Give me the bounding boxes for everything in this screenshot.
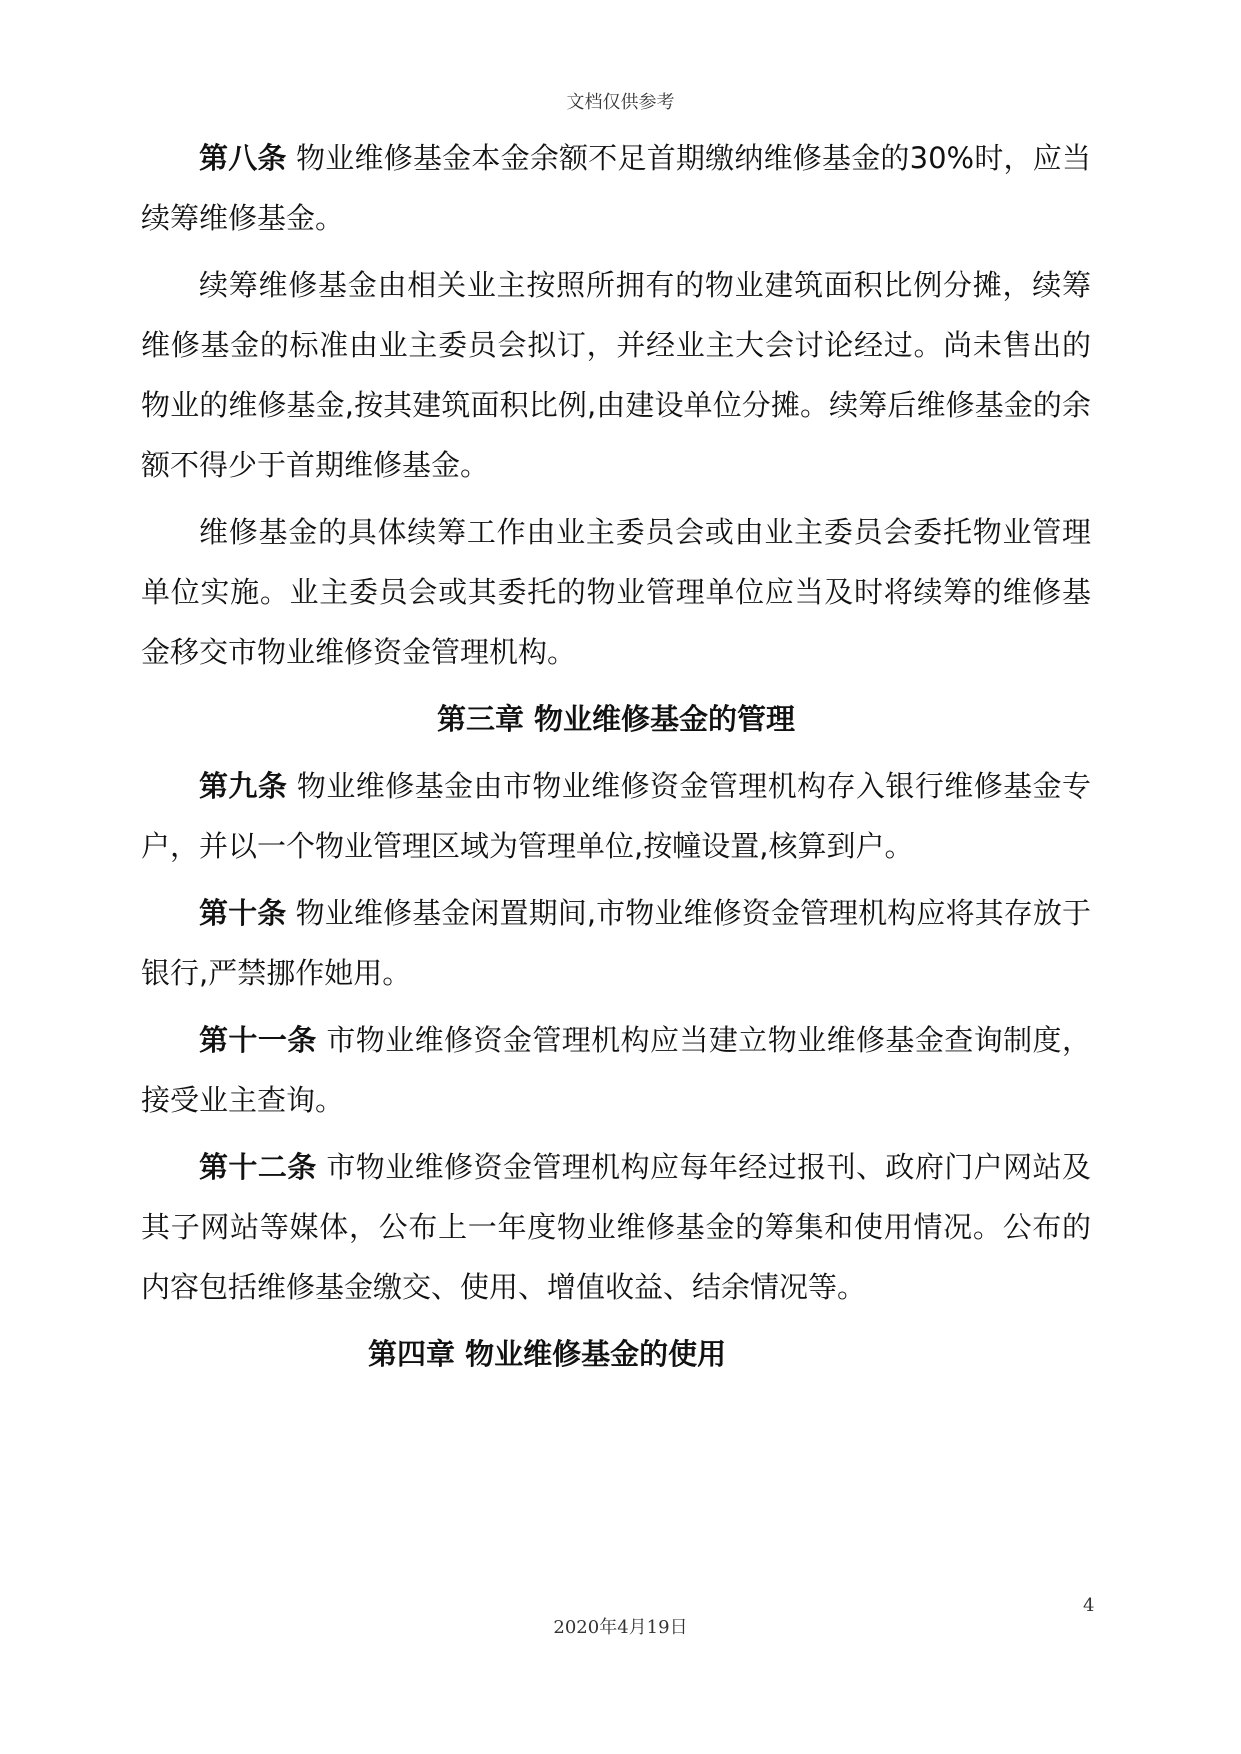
article-9-heading: 第九条 bbox=[199, 769, 288, 803]
article-11 bbox=[141, 1010, 1091, 1130]
article-10 bbox=[141, 883, 1091, 1003]
article-10-text: 物业维修基金闲置期间,市物业维修资金管理机构应将其存放于银行,严禁挪作她用。 bbox=[141, 896, 1091, 990]
article-11-heading: 第十一条 bbox=[199, 1023, 317, 1057]
article-9 bbox=[141, 756, 1091, 876]
chapter-3-title: 第三章 物业维修基金的管理 bbox=[436, 702, 796, 736]
article-12 bbox=[141, 1137, 1091, 1317]
article-12-heading: 第十二条 bbox=[199, 1150, 317, 1184]
page-number: 4 bbox=[1083, 1595, 1095, 1616]
page-footer-date: 2020年4月19日 bbox=[553, 1617, 688, 1638]
chapter-4-title: 第四章 物业维修基金的使用 bbox=[368, 1337, 727, 1371]
article-10-heading: 第十条 bbox=[199, 896, 287, 930]
article-8 bbox=[141, 128, 1091, 248]
article-8-text: 物业维修基金本金余额不足首期缴纳维修基金的30%时，应当续筹维修基金。 bbox=[141, 141, 1091, 235]
article-8-paragraph-3: 维修基金的具体续筹工作由业主委员会或由业主委员会委托物业管理单位实施。业主委员会或其委托的物业管理单位应当及时将续筹的维修基金移交市物业维修资金管理机构。 bbox=[141, 515, 1091, 669]
article-8-heading: 第八条 bbox=[199, 141, 287, 175]
article-12-text: 市物业维修资金管理机构应每年经过报刊、政府门户网站及其子网站等媒体，公布上一年度物业维修基金的筹集和使用情况。公布的内容包括维修基金缴交、使用、增值收益、结余情况等。 bbox=[141, 1150, 1091, 1304]
document-body bbox=[141, 128, 1091, 1391]
article-8-paragraph-2: 续筹维修基金由相关业主按照所拥有的物业建筑面积比例分摊，续筹维修基金的标准由业主委员会拟订，并经业主大会讨论经过。尚未售出的物业的维修基金,按其建筑面积比例,由建设单位分摊。续筹后维修基金的余额不得少于首期维修基金。 bbox=[141, 268, 1091, 482]
article-9-text: 物业维修基金由市物业维修资金管理机构存入银行维修基金专户，并以一个物业管理区域为管理单位,按幢设置,核算到户。 bbox=[141, 769, 1091, 863]
page-header: 文档仅供参考 bbox=[566, 92, 675, 113]
article-11-text: 市物业维修资金管理机构应当建立物业维修基金查询制度，接受业主查询。 bbox=[141, 1023, 1091, 1117]
